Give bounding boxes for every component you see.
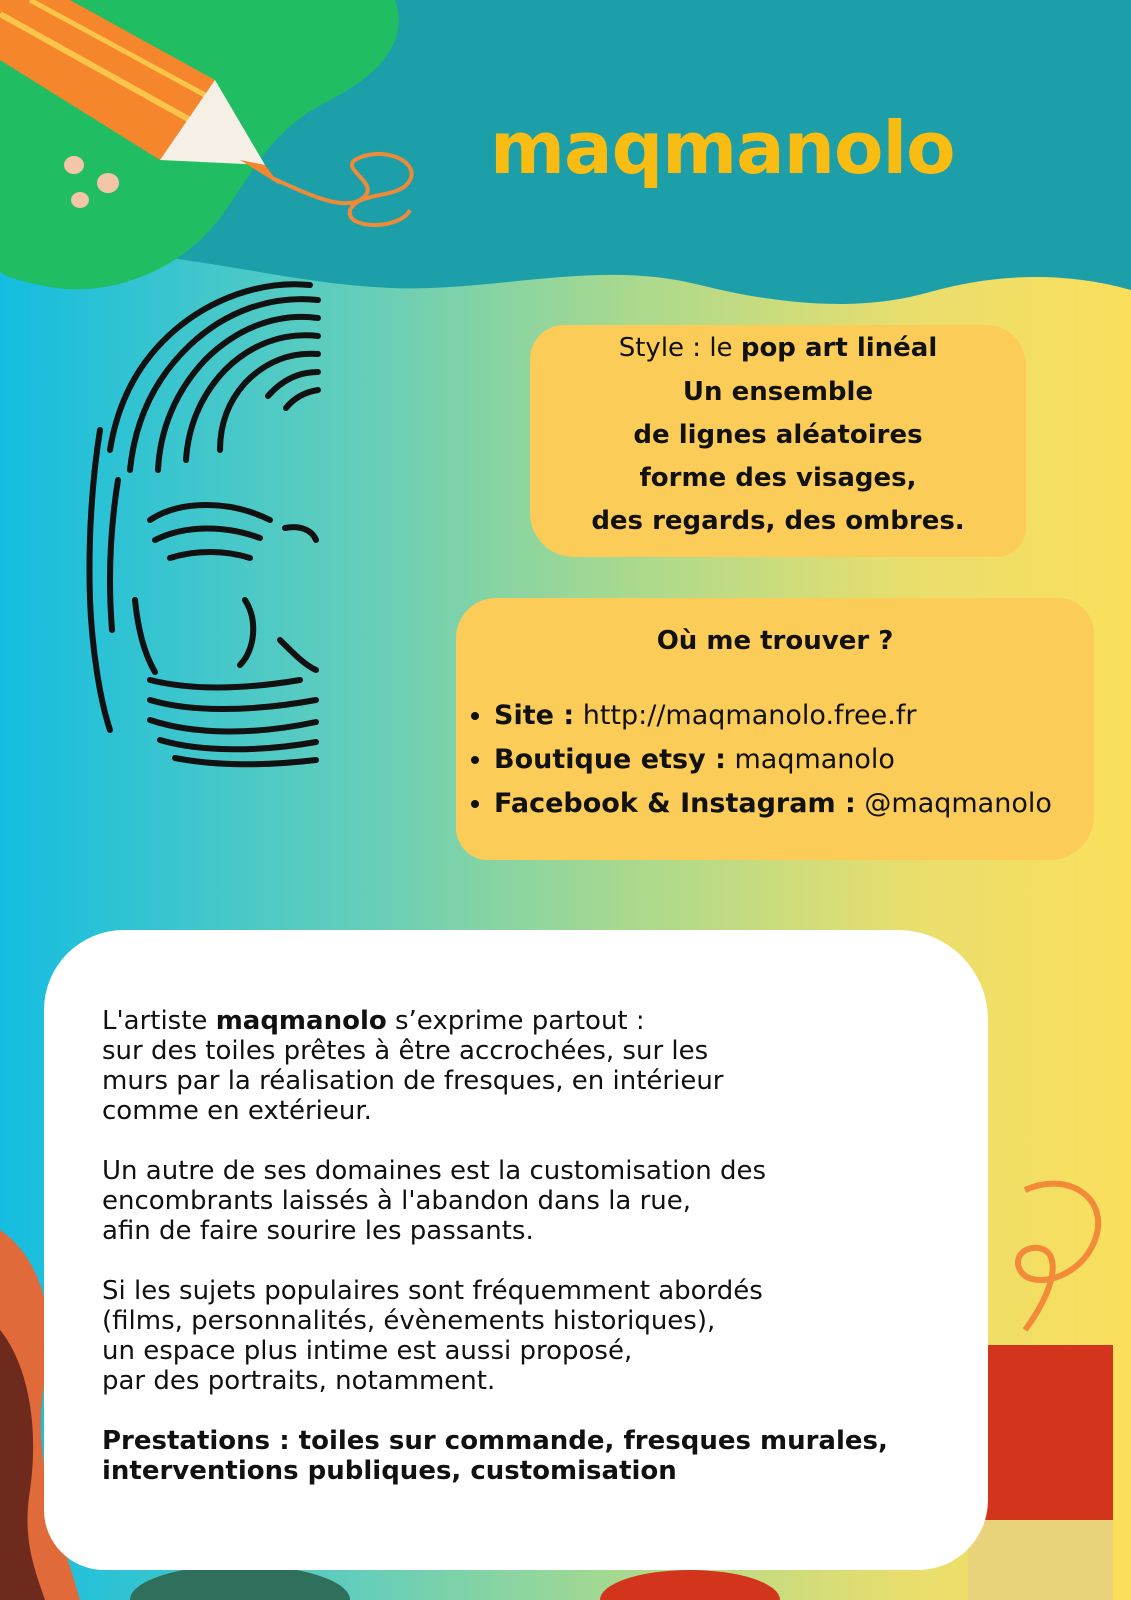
contact-title: Où me trouver ? xyxy=(656,626,894,656)
contact-list xyxy=(456,694,1094,826)
description-text xyxy=(102,1006,942,1516)
contact-label: Boutique etsy : xyxy=(494,744,726,775)
style-heading-bold: pop art linéal xyxy=(740,333,938,363)
description-line: comme en extérieur. xyxy=(102,1096,372,1126)
style-heading xyxy=(530,333,1026,363)
style-line: de lignes aléatoires xyxy=(633,420,923,450)
social-handle: @maqmanolo xyxy=(864,788,1052,819)
blob-dot xyxy=(64,156,84,174)
description-paragraph xyxy=(102,1156,942,1246)
etsy-shop-name: maqmanolo xyxy=(734,744,895,775)
contact-label: Site : xyxy=(494,700,575,731)
description-line: Un autre de ses domaines est la customisation des xyxy=(102,1156,767,1186)
description-text-fragment: s’exprime partout : xyxy=(394,1006,645,1036)
description-line: (films, personnalités, évènements historiques), xyxy=(102,1306,716,1336)
style-line: des regards, des ombres. xyxy=(591,506,965,536)
style-line: forme des visages, xyxy=(639,463,917,493)
description-line: afin de faire sourire les passants. xyxy=(102,1216,534,1246)
description-paragraph xyxy=(102,1276,942,1396)
contact-item-social xyxy=(494,782,1094,826)
contact-item-site xyxy=(494,694,1094,738)
services-line: Prestations : toiles sur commande, fresques murales, xyxy=(102,1426,888,1456)
line-portrait xyxy=(89,284,318,764)
description-line: sur des toiles prêtes à être accrochées, sur les xyxy=(102,1036,709,1066)
description-line: par des portraits, notamment. xyxy=(102,1366,496,1396)
services-paragraph xyxy=(102,1426,942,1486)
site-link[interactable]: http://maqmanolo.free.fr xyxy=(582,700,917,731)
blob-dot xyxy=(97,173,119,193)
contact-box xyxy=(456,598,1094,860)
services-line: interventions publiques, customisation xyxy=(102,1456,677,1486)
style-heading-prefix: Style : le xyxy=(618,333,733,363)
description-line: murs par la réalisation de fresques, en intérieur xyxy=(102,1066,724,1096)
description-paragraph xyxy=(102,1006,942,1126)
style-line: Un ensemble xyxy=(682,377,874,407)
blob-dot xyxy=(71,192,89,208)
description-text-fragment: L'artiste xyxy=(102,1006,208,1036)
description-line: un espace plus intime est aussi proposé, xyxy=(102,1336,633,1366)
description-line: Si les sujets populaires sont fréquemment abordés xyxy=(102,1276,763,1306)
page-title: maqmanolo xyxy=(490,106,955,190)
artist-name: maqmanolo xyxy=(215,1006,387,1036)
style-box xyxy=(530,325,1026,557)
contact-item-etsy xyxy=(494,738,1094,782)
description-line: encombrants laissés à l'abandon dans la rue, xyxy=(102,1186,692,1216)
contact-label: Facebook & Instagram : xyxy=(494,788,856,819)
